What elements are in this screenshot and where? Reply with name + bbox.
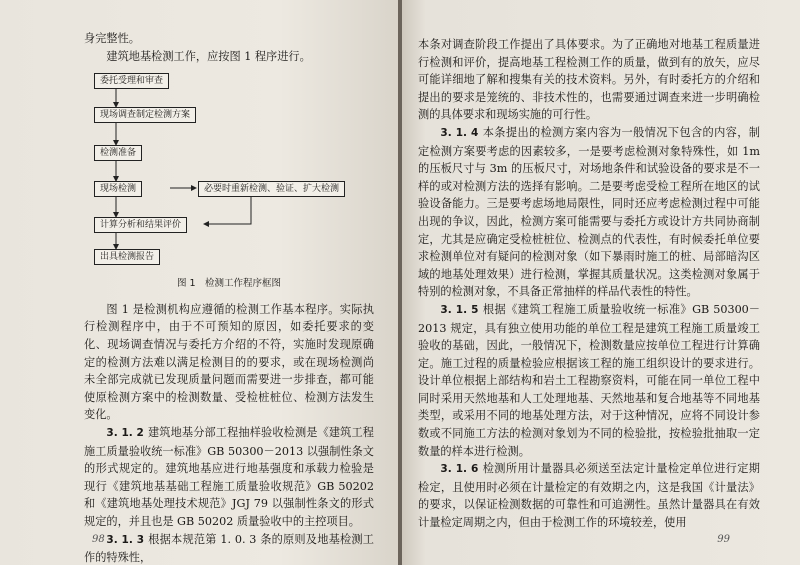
section-text: 本条提出的检测方案内容为一般情况下包含的内容，制定检测方案要考虑的因素较多，一是要考虑检测对象特殊性，如 1m 的压板尺寸与 3m 的压板尺寸，对场地条件和试验设备的要求是不一样的或对检测方法的选择有影响。二是要考虑受检工程所在地区的试验设备能力。三是要考虑场地局限性，同时还应考虑检测过程中可能出现的争议，因此，检测方案可能需要与委托方或设计方共同协商制定，尤其是应确定受检桩桩位、检测点的代表性，有时候委托单位要求检测单位对有疑问的检测对象（如下暴雨时施工的桩、局部暗沟区域的地基处理效果）进行检测，掌握其质量状况。这类检测对象属于特别的检测对象，不具备正常抽样的样品代表性的特性。 — [418, 125, 760, 299]
paragraph: 图 1 是检测机构应遵循的检测工作基本程序。实际执行检测程序中，由于不可预知的原因，如委托要求的变化、现场调查情况与委托方介绍的不符，实施时发现原确定的检测方法难以满足检测目的的要求，或在现场检测尚未全部完成就已发现质量问题而需要进一步排查，都可能使原检测方案中的检测数量、受检桩桩位、检测方法发生变化。 — [84, 302, 374, 422]
flow-box-preparation: 检测准备 — [94, 145, 142, 161]
paragraph — [84, 424, 374, 531]
paragraph: 本条对调查阶段工作提出了具体要求。为了正确地对地基工程质量进行检测和评价，提高地基工程检测工作的质量，做到有的放矢，应尽可能详细地了解和搜集有关的技术资料。另外，有时委托方的介绍和提出的要求是笼统的、非技术性的，也需要通过调查来进一步明确检测的具体要求和现场实施的可行性。 — [418, 38, 760, 122]
flow-box-field-test: 现场检测 — [94, 181, 142, 197]
page-number: 98 — [92, 534, 105, 545]
page-number: 99 — [717, 534, 730, 545]
section-number: 3. 1. 4 — [440, 126, 479, 139]
flowchart — [86, 73, 356, 269]
section-text: 根据本规范第 1. 0. 3 条的原则及地基检测工作的特殊性， — [84, 532, 374, 565]
paragraph — [84, 531, 374, 565]
paragraph — [418, 301, 760, 460]
flow-box-commission: 委托受理和审查 — [94, 73, 169, 89]
section-number: 3. 1. 3 — [106, 533, 145, 546]
section-text: 根据《建筑工程施工质量验收统一标准》GB 50300－2013 规定，具有独立使用功能的单位工程是建筑工程施工质量竣工验收的基础，因此，一般情况下，检测数量应按单位工程进行计算确定。施工过程的质量检验应根据该工程的施工组织设计的要求进行。设计单位根据上部结构和岩土工程勘察资料，可能在同一单位工程中同时采用天然地基和人工处理地基、天然地基和复合地基等不同地基类型，或采用不同的地基处理方法，对于这种情况，应将不同设计参数或不同施工方法的检测对象划为不同的检验批，按检验批抽取一定数量的样本进行检测。 — [418, 302, 760, 458]
arrow — [204, 195, 251, 224]
section-text: 建筑地基分部工程抽样验收检测是《建筑工程施工质量验收统一标准》GB 50300－2013 以强制性条文的形式规定的。建筑地基应进行地基强度和承载力检验是现行《建筑地基基础工程施工质量验收规范》GB 50202 和《建筑地基处理技术规范》JGJ 79 以强制性条文的形式规定的，并且也是 GB 50202 质量验收中的主控项目。 — [84, 425, 374, 528]
flow-box-analysis: 计算分析和结果评价 — [94, 217, 187, 233]
section-number: 3. 1. 2 — [106, 426, 144, 439]
paragraph — [418, 124, 760, 301]
flow-box-retest: 必要时重新检测、验证、扩大检测 — [198, 181, 345, 197]
flow-box-report: 出具检测报告 — [94, 249, 160, 265]
section-number: 3. 1. 6 — [440, 463, 479, 476]
text-line: 建筑地基检测工作，应按图 1 程序进行。 — [106, 49, 311, 63]
figure-caption: 图 1 检测工作程序框图 — [176, 278, 282, 290]
paragraph — [418, 460, 760, 531]
flowchart-arrows — [86, 73, 356, 269]
section-text: 检测所用计量器具必须送至法定计量检定单位进行定期检定，且使用时必须在计量检定的有效期之内，这是我国《计量法》的要求，以保证检测数据的可靠性和可追溯性。虽然计量器具在有效计量检定周期之内，但由于检测工作的环境较差，使用 — [418, 462, 760, 530]
flow-box-survey-plan: 现场调查制定检测方案 — [94, 107, 196, 123]
text-line: 身完整性。 — [84, 32, 140, 45]
right-page — [402, 0, 800, 565]
section-number: 3. 1. 5 — [440, 303, 479, 316]
